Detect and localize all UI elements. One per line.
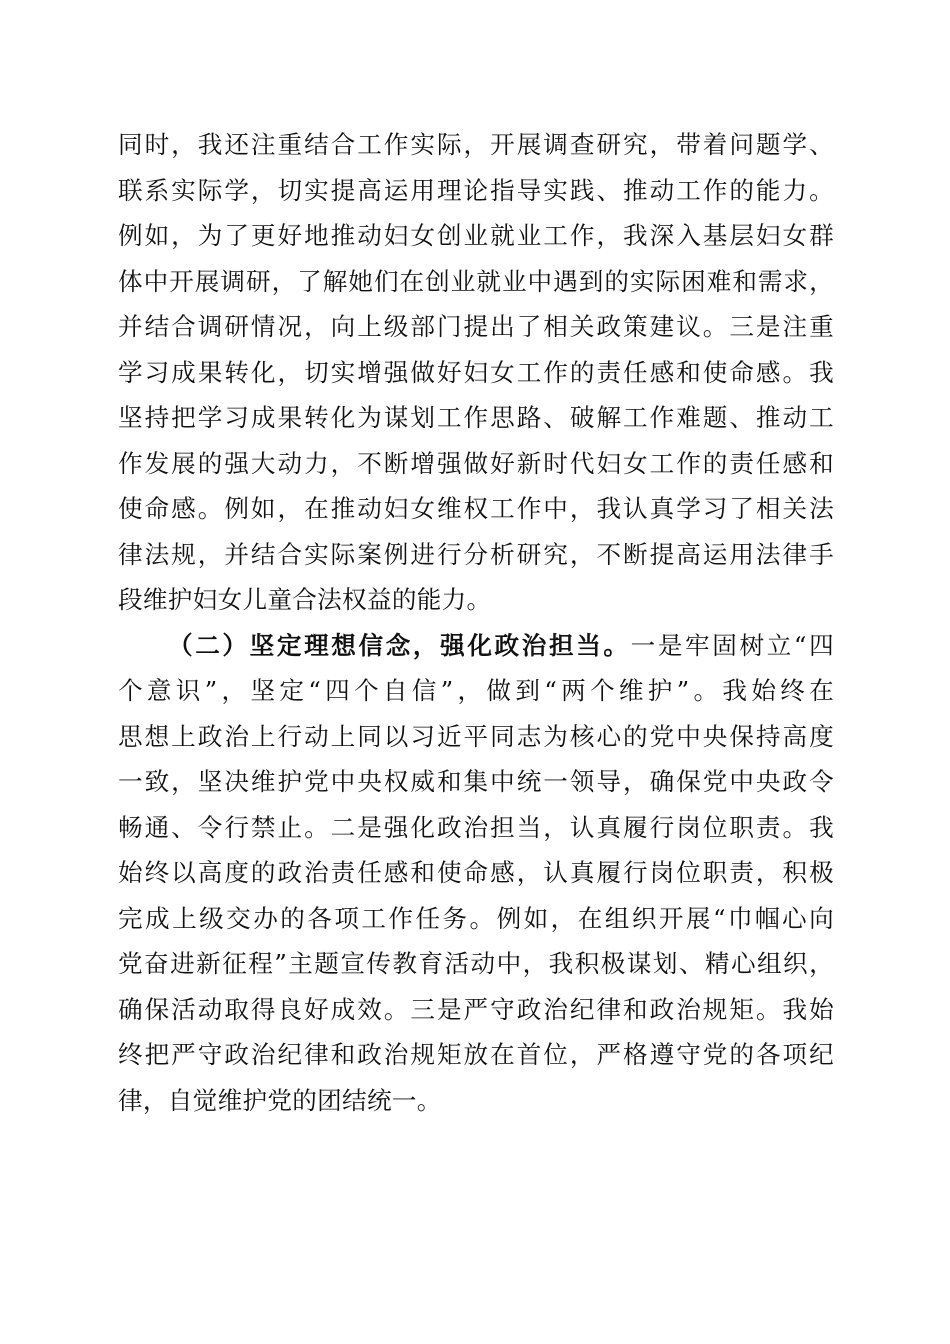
text-line: 畅通、令行禁止。二是强化政治担当，认真履行岗位职责。我 — [118, 812, 834, 842]
text-line: 例如，为了更好地推动妇女创业就业工作，我深入基层妇女群 — [118, 221, 834, 250]
text-line: 律，自觉维护党的团结统一。 — [118, 1085, 442, 1115]
text-line: 体中开展调研，了解她们在创业就业中遇到的实际困难和需求， — [118, 266, 834, 296]
paragraph-2 — [118, 623, 834, 1124]
text-line: 确保活动取得良好成效。三是严守政治纪律和政治规矩。我始 — [118, 994, 834, 1024]
body-text — [118, 122, 834, 1123]
text-line: 使命感。例如，在推动妇女维权工作中，我认真学习了相关法 — [118, 494, 834, 523]
text-line: 终把严守政治纪律和政治规矩放在首位，严格遵守党的各项纪 — [118, 1040, 834, 1069]
paragraph-2-first-line — [118, 623, 834, 669]
text-line: 完成上级交办的各项工作任务。例如，在组织开展“巾帼心向 — [118, 903, 834, 933]
text-line: 作发展的强大动力，不断增强做好新时代妇女工作的责任感和 — [118, 448, 834, 478]
text-line: 段维护妇女儿童合法权益的能力。 — [118, 585, 492, 614]
text-line: 同时，我还注重结合工作实际，开展调查研究，带着问题学、 — [118, 130, 834, 159]
text-line: 一致，坚决维护党中央权威和集中统一领导，确保党中央政令 — [118, 767, 834, 796]
text-line: 党奋进新征程”主题宣传教育活动中，我积极谋划、精心组织， — [118, 949, 834, 978]
paragraph-1 — [118, 122, 834, 623]
text-line: 律法规，并结合实际案例进行分析研究，不断提高运用法律手 — [118, 539, 834, 569]
text-line: 坚持把学习成果转化为谋划工作思路、破解工作难题、推动工 — [118, 403, 834, 432]
text-line: 个意识”，坚定“四个自信”，做到“两个维护”。我始终在 — [118, 676, 834, 705]
text-line: 联系实际学，切实提高运用理论指导实践、推动工作的能力。 — [118, 175, 834, 205]
text-line: 思想上政治上行动上同以习近平同志为核心的党中央保持高度 — [118, 721, 834, 751]
section-heading: （二）坚定理想信念，强化政治担当。 — [168, 630, 631, 660]
text-run: 一是牢固树立“四 — [630, 630, 834, 660]
text-line: 学习成果转化，切实增强做好妇女工作的责任感和使命感。我 — [118, 357, 834, 387]
text-line: 并结合调研情况，向上级部门提出了相关政策建议。三是注重 — [118, 312, 834, 341]
text-line: 始终以高度的政治责任感和使命感，认真履行岗位职责，积极 — [118, 858, 834, 887]
